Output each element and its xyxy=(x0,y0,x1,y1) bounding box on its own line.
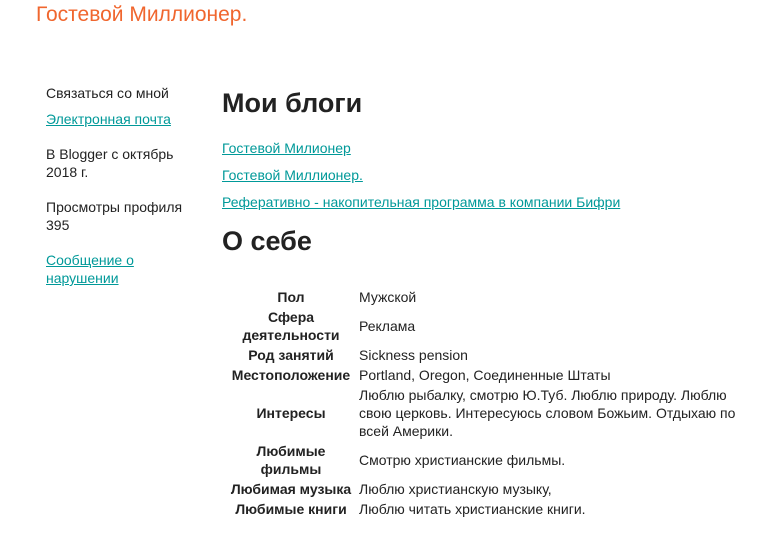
sidebar xyxy=(46,84,196,304)
profile-key: Сфера деятельности xyxy=(242,309,340,343)
profile-value: Смотрю христианские фильмы. xyxy=(359,452,566,468)
about-heading: О себе xyxy=(222,226,312,256)
profile-value: Portland, Oregon, Соединенные Штаты xyxy=(359,367,611,383)
blog-link[interactable]: Гостевой Миллионер. xyxy=(222,167,363,183)
email-link[interactable]: Электронная почта xyxy=(46,111,171,127)
profile-value: Реклама xyxy=(359,318,416,334)
profile-key: Местоположение xyxy=(231,367,351,383)
blog-list xyxy=(222,139,752,220)
profile-value: Sickness pension xyxy=(359,347,468,363)
profile-value: Мужской xyxy=(359,289,417,305)
profile-value: Люблю рыбалку, смотрю Ю.Туб. Люблю природу. Люблю свою церковь. Интересуюсь словом Божьим. Отдыхаю по всей Америки. xyxy=(359,387,736,439)
table-row xyxy=(225,479,751,499)
table-row xyxy=(225,307,751,345)
table-row xyxy=(225,345,751,365)
site-title[interactable]: Гостевой Миллионер. xyxy=(36,3,248,26)
table-row xyxy=(225,385,751,441)
profile-key: Интересы xyxy=(256,405,326,421)
table-row xyxy=(225,441,751,479)
table-row xyxy=(225,499,751,519)
profile-key: Род занятий xyxy=(248,347,334,363)
table-row xyxy=(225,365,751,385)
profile-key: Любимые фильмы xyxy=(256,443,326,477)
profile-key: Любимые книги xyxy=(235,501,347,517)
main-content xyxy=(222,86,752,258)
report-abuse-link[interactable]: Сообщение о нарушении xyxy=(46,252,134,286)
profile-value: Люблю христианскую музыку, xyxy=(359,481,552,497)
profile-key: Пол xyxy=(277,289,305,305)
blog-link[interactable]: Реферативно - накопительная программа в компании Бифри xyxy=(222,194,621,210)
blog-link[interactable]: Гостевой Милионер xyxy=(222,140,351,156)
profile-table xyxy=(225,287,751,519)
profile-views: Просмотры профиля 395 xyxy=(46,199,183,233)
member-since: В Blogger с октябрь 2018 г. xyxy=(46,146,174,180)
profile-key: Любимая музыка xyxy=(230,481,352,497)
contact-heading: Связаться со мной xyxy=(46,85,169,101)
profile-value: Люблю читать христианские книги. xyxy=(359,501,586,517)
table-row xyxy=(225,287,751,307)
blogs-heading: Мои блоги xyxy=(222,88,363,118)
